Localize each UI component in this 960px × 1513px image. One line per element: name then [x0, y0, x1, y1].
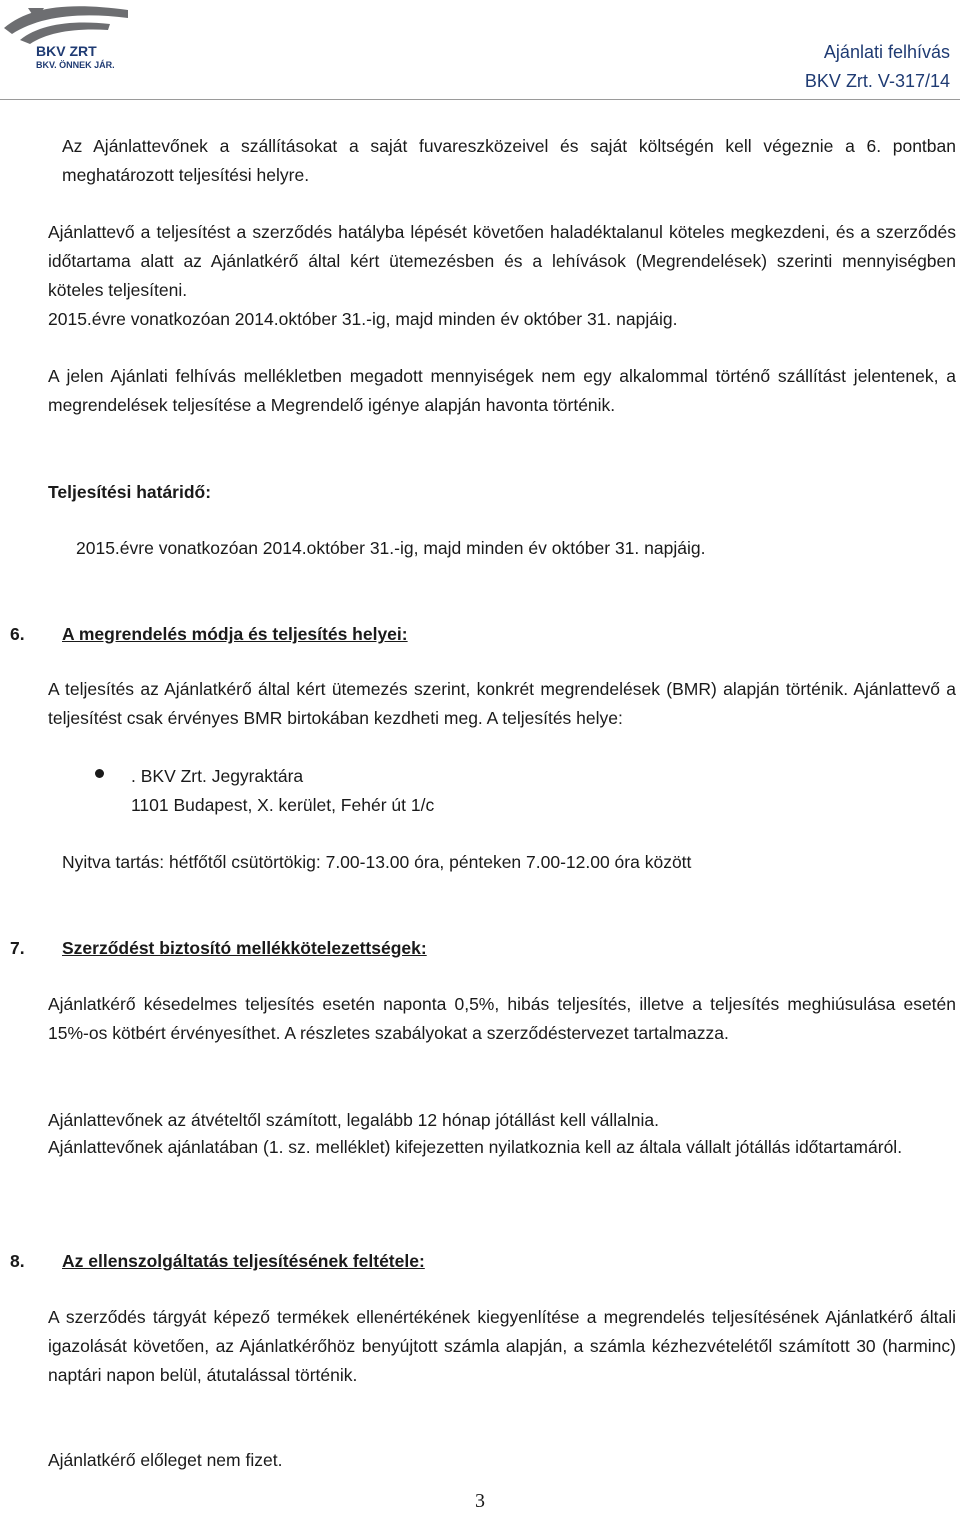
section-7-penalty: Ajánlatkérő késedelmes teljesítés esetén naponta 0,5%, hibás teljesítés, illetve a teljesítés meghiúsulása esetén 15%-os kötbért érvényesíthet. A részletes szabályokat a szerződéstervezet tartalmazza. [48, 994, 956, 1043]
page-number: 3 [475, 1490, 485, 1512]
section-8-title: Az ellenszolgáltatás teljesítésének feltétele: [62, 1251, 425, 1271]
section-8-number: 8. [10, 1251, 25, 1271]
section-7-title: Szerződést biztosító mellékkötelezettségek: [62, 938, 427, 958]
logo-text: BKV ZRT [36, 43, 97, 59]
paragraph-obligation-date: 2015.évre vonatkozóan 2014.október 31.-ig, majd minden év október 31. napjáig. [48, 309, 678, 329]
document-reference: BKV Zrt. V-317/14 [804, 71, 950, 91]
section-6-paragraph: A teljesítés az Ajánlatkérő által kért ütemezés szerint, konkrét megrendelések (BMR) alapján történik. Ajánlattevő a teljesítést csak érvényes BMR birtokában kezdheti meg. A teljesítés helye: [48, 679, 956, 728]
section-7-warranty: Ajánlattevőnek az átvételtől számított, legalább 12 hónap jótállást kell vállalnia. [48, 1110, 659, 1130]
section-7-number: 7. [10, 938, 25, 958]
paragraph-transport: Az Ajánlattevőnek a szállításokat a saját fuvareszközeivel és saját költségén kell végeznie a 6. pontban meghatározott teljesítési helyre. [62, 136, 956, 185]
paragraph-obligation: Ajánlattevő a teljesítést a szerződés hatályba lépését követően haladéktalanul köteles megkezdeni, és a szerződés időtartama alatt az Ajánlatkérő által kért ütemezésben és a lehívások (Megrendelések) szerinti mennyiségben köteles teljesíteni. [48, 222, 956, 300]
section-6-title: A megrendelés módja és teljesítés helyei: [62, 624, 408, 644]
paragraph-quantities: A jelen Ajánlati felhívás mellékletben megadott mennyiségek nem egy alkalommal történő szállítást jelentenek, a megrendelések teljesítése a Megrendelő igénye alapján havonta történik. [48, 366, 956, 415]
document-title: Ajánlati felhívás [823, 42, 950, 62]
section-8-advance: Ajánlatkérő előleget nem fizet. [48, 1450, 283, 1470]
header-divider [0, 99, 960, 100]
bkv-logo [0, 0, 132, 72]
delivery-location-name: . BKV Zrt. Jegyraktára [131, 766, 304, 786]
bkv-logo-graphic [0, 0, 132, 72]
section-7-declaration: Ajánlattevőnek ajánlatában (1. sz. melléklet) kifejezetten nyilatkoznia kell az általa vállalt jótállás időtartamáról. [48, 1137, 903, 1157]
opening-hours: Nyitva tartás: hétfőtől csütörtökig: 7.00-13.00 óra, pénteken 7.00-12.00 óra között [62, 852, 692, 872]
delivery-location-address: 1101 Budapest, X. kerület, Fehér út 1/c [131, 795, 435, 815]
section-8-payment: A szerződés tárgyát képező termékek ellenértékének kiegyenlítése a megrendelés teljesítésének Ajánlatkérő általi igazolását követően, az Ajánlatkérőhöz benyújtott számla alapján, a számla kézhezvételétől számított 30 (harminc) naptári napon belül, átutalással történik. [48, 1307, 956, 1385]
logo-tagline: BKV. ÖNNEK JÁR. [36, 60, 115, 70]
section-6-number: 6. [10, 624, 25, 644]
deadline-heading: Teljesítési határidő: [48, 482, 212, 502]
deadline-text: 2015.évre vonatkozóan 2014.október 31.-ig, majd minden év október 31. napjáig. [76, 538, 706, 558]
bullet-dot [95, 769, 104, 778]
